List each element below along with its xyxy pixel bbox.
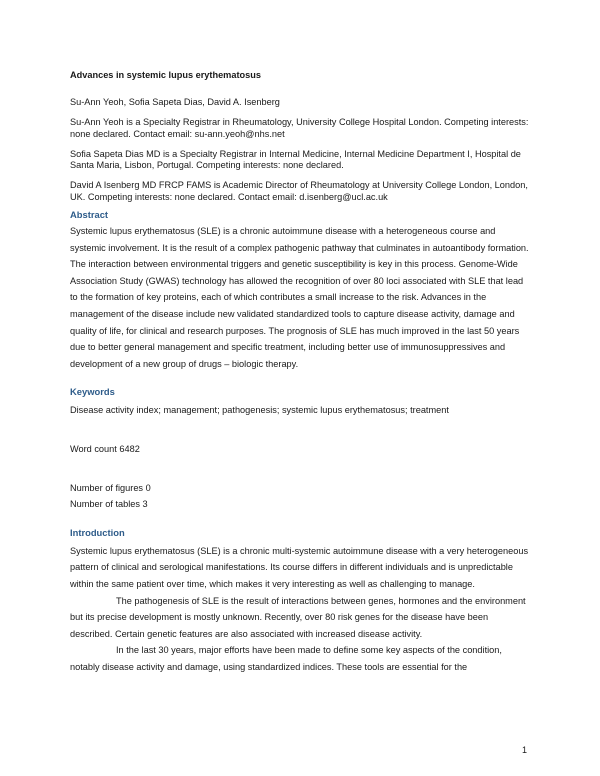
author-affiliation: Su-Ann Yeoh is a Specialty Registrar in Rheumatology, University College Hospital London. Competing interests: none declared. Contact email: su-ann.yeoh@nhs.net: [70, 117, 529, 139]
keywords-heading: Keywords: [70, 386, 115, 398]
author-affiliation: David A Isenberg MD FRCP FAMS is Academic Director of Rheumatology at University College London, London, UK. Competing interests: none declared. Contact email: d.isenberg@ucl.ac.uk: [70, 180, 528, 202]
page-number: 1: [522, 745, 528, 755]
figure-count: Number of figures 0: [70, 482, 151, 493]
intro-paragraph: The pathogenesis of SLE is the result of interactions between genes, hormones and the environment but its precise development is mostly unknown. Recently, over 80 risk genes for the disease have been described. Certain genetic features are also associated with increased disease activity.: [70, 595, 526, 639]
keywords-text: Disease activity index; management; pathogenesis; systemic lupus erythematosus; treatment: [70, 405, 449, 416]
page-content: [70, 70, 530, 676]
table-count: Number of tables 3: [70, 499, 148, 510]
abstract-heading: Abstract: [70, 209, 109, 221]
paper-title: Advances in systemic lupus erythematosus: [70, 70, 261, 80]
intro-paragraph: In the last 30 years, major efforts have been made to define some key aspects of the condition, notably disease activity and damage, using standardized indices. These tools are essential for the: [70, 645, 502, 672]
introduction-heading: Introduction: [70, 526, 125, 538]
abstract-text: Systemic lupus erythematosus (SLE) is a chronic autoimmune disease with a heterogeneous course and systemic involvement. It is the result of a complex pathogenic pathway that culminates in autoantibody formation. The interaction between environmental triggers and genetic susceptibility is key in this process. Genome-Wide Association Study (GWAS) technology has allowed the recognition of over 80 loci associated with SLE that lead to the formation of key proteins, each of which contributes a small increase to the risk. Advances in the management of the disease include new validated standardized tools to capture disease activity, damage and quality of life, for clinical and research purposes. The prognosis of SLE has much improved in the last 50 years due to better general management and specific treatment, including better use of immunosuppressives and development of a new group of drugs – biologic therapy.: [70, 226, 529, 369]
author-list: Su-Ann Yeoh, Sofia Sapeta Dias, David A. Isenberg: [70, 97, 280, 107]
intro-paragraph: Systemic lupus erythematosus (SLE) is a chronic multi-systemic autoimmune disease with a very heterogeneous pattern of clinical and serological manifestations. Its course differs in different individuals and is unpredictable within the same patient over time, which makes it very interesting as well as challenging to manage.: [70, 545, 529, 589]
word-count: Word count 6482: [70, 444, 140, 455]
author-affiliation: Sofia Sapeta Dias MD is a Specialty Registrar in Internal Medicine, Internal Medicine Department I, Hospital de Santa Maria, Lisbon, Portugal. Competing interests: none declared.: [70, 148, 521, 171]
